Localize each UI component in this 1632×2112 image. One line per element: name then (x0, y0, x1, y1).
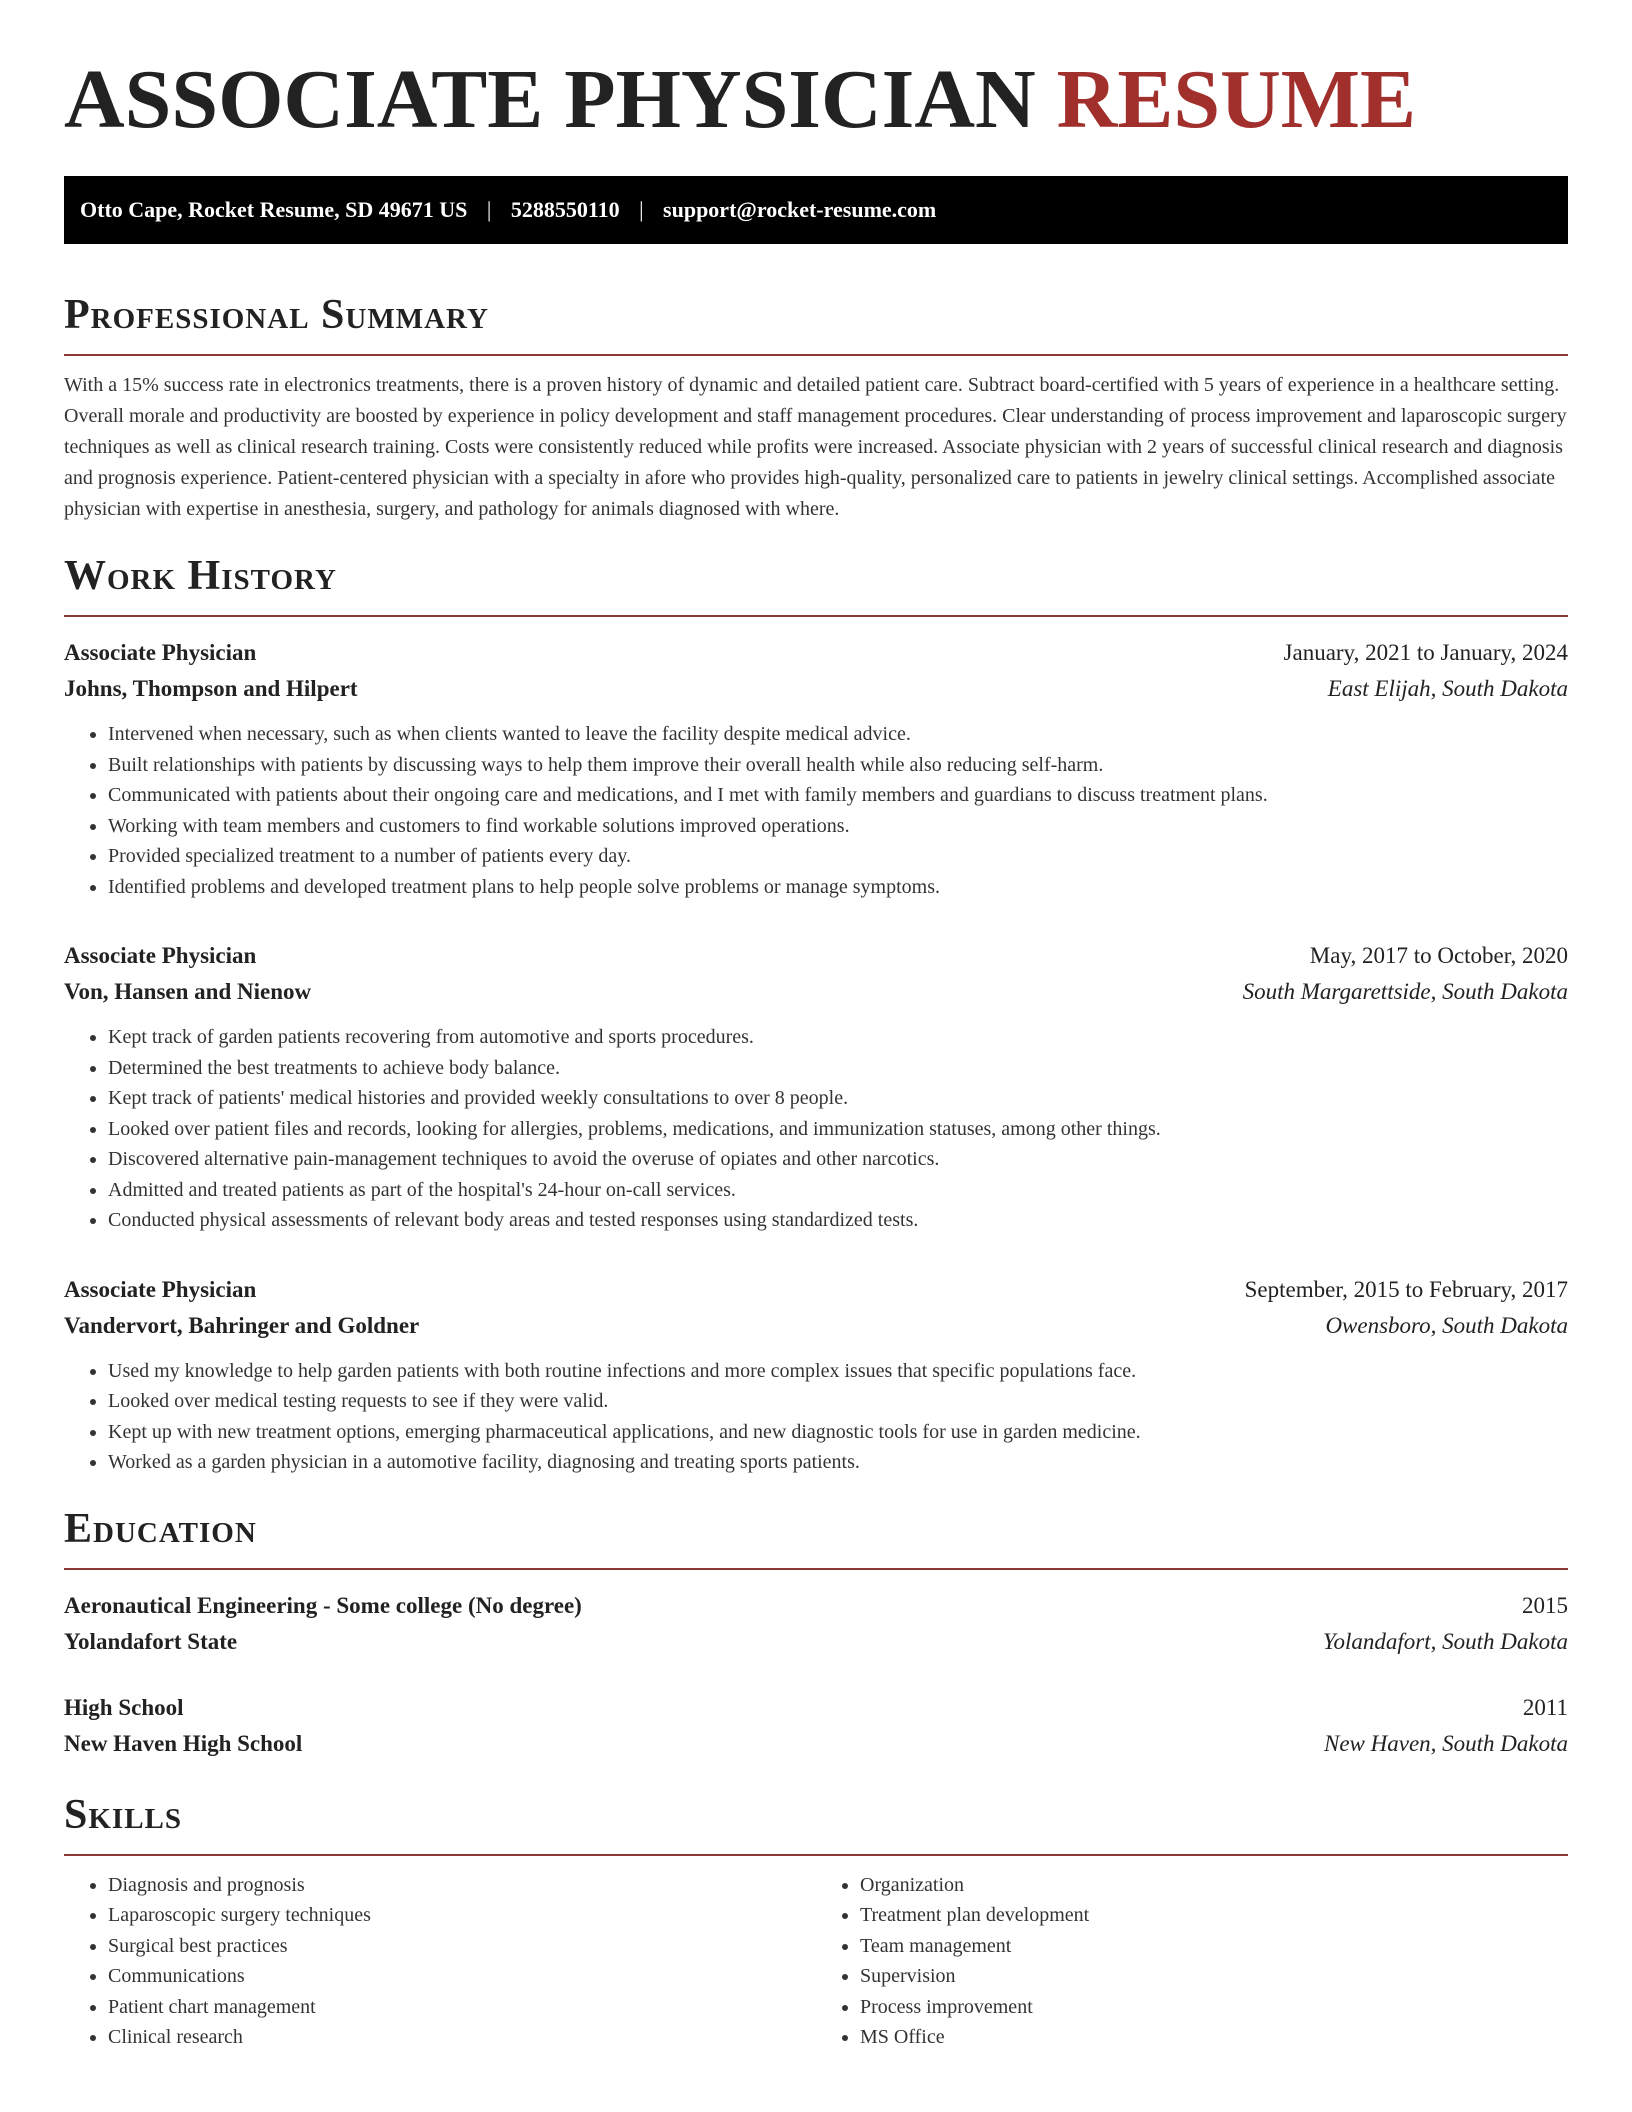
section-divider (64, 615, 1568, 617)
skill-item: • Laparoscopic surgery techniques (108, 1900, 816, 1931)
section-heading-work: Work History (64, 553, 337, 599)
job-bullet: • Discovered alternative pain-management techniques to avoid the overuse of opiates and other narcotics. (108, 1144, 1568, 1175)
job-location: South Margarettside, South Dakota (1242, 979, 1568, 1004)
job-bullets (64, 1356, 1568, 1478)
job-bullet: • Looked over medical testing requests to see if they were valid. (108, 1386, 1568, 1417)
job-bullet: • Intervened when necessary, such as when clients wanted to leave the facility despite medical advice. (108, 719, 1568, 750)
education-year: 2011 (1522, 1694, 1568, 1720)
job-bullet: • Built relationships with patients by discussing ways to help them improve their overall health while also reducing self-harm. (108, 750, 1568, 781)
job-bullet: • Identified problems and developed treatment plans to help people solve problems or manage symptoms. (108, 872, 1568, 903)
education-section (64, 1506, 1568, 1762)
job-dates: May, 2017 to October, 2020 (1309, 943, 1568, 968)
skill-item: • Communications (108, 1961, 816, 1992)
job-entry (64, 635, 1568, 902)
education-degree: Aeronautical Engineering - Some college (No degree) (64, 1592, 582, 1618)
skill-item: • Surgical best practices (108, 1931, 816, 1962)
job-bullet: • Conducted physical assessments of relevant body areas and tested responses using standardized tests. (108, 1205, 1568, 1236)
contact-email[interactable]: support@rocket-resume.com (663, 197, 937, 222)
job-company: Vandervort, Bahringer and Goldner (64, 1312, 420, 1338)
job-bullets (64, 1022, 1568, 1236)
contact-address: Otto Cape, Rocket Resume, SD 49671 US (80, 197, 468, 222)
education-year: 2015 (1522, 1592, 1568, 1618)
section-heading-summary: Professional Summary (64, 292, 489, 338)
education-degree: High School (64, 1694, 184, 1720)
summary-text: With a 15% success rate in electronics treatments, there is a proven history of dynamic and detailed patient care. Subtract board-certified with 5 years of experience in a healthcare setting. Overall morale and productivity are boosted by experience in policy development and staff management procedures. Clear understanding of process improvement and laparoscopic surgery techniques as well as clinical research training. Costs were consistently reduced while profits were increased. Associate physician with 2 years of successful clinical research and diagnosis and prognosis experience. Patient-centered physician with a specialty in afore who provides high-quality, personalized care to patients in jewelry clinical settings. Accomplished associate physician with expertise in anesthesia, surgery, and pathology for animals diagnosed with where. (64, 374, 1567, 520)
contact-phone: 5288550110 (510, 197, 620, 222)
contact-bar (64, 176, 1568, 244)
job-bullet: • Used my knowledge to help garden patients with both routine infections and more complex issues that specific populations face. (108, 1356, 1568, 1387)
education-school: New Haven High School (64, 1730, 303, 1756)
job-bullet: • Determined the best treatments to achieve body balance. (108, 1053, 1568, 1084)
job-bullet: • Communicated with patients about their ongoing care and medications, and I met with family members and guardians to discuss treatment plans. (108, 780, 1568, 811)
skill-item: • MS Office (860, 2022, 1568, 2053)
education-school: Yolandafort State (64, 1628, 238, 1654)
job-entry (64, 938, 1568, 1236)
job-bullet: • Working with team members and customers to find workable solutions improved operations. (108, 811, 1568, 842)
skill-item: • Diagnosis and prognosis (108, 1870, 816, 1901)
job-location: Owensboro, South Dakota (1325, 1312, 1568, 1338)
job-bullet: • Worked as a garden physician in a automotive facility, diagnosing and treating sports patients. (108, 1447, 1568, 1478)
skill-item: • Team management (860, 1931, 1568, 1962)
section-divider (64, 1568, 1568, 1570)
skill-item: • Treatment plan development (860, 1900, 1568, 1931)
skill-item: • Patient chart management (108, 1992, 816, 2023)
skill-item: • Organization (860, 1870, 1568, 1901)
education-entry (64, 1588, 1568, 1660)
education-entry (64, 1690, 1568, 1762)
job-title: Associate Physician (64, 1276, 257, 1302)
title-accent: RESUME (1056, 53, 1417, 146)
section-divider (64, 1854, 1568, 1856)
education-location: New Haven, South Dakota (1323, 1730, 1568, 1756)
job-company: Johns, Thompson and Hilpert (64, 676, 358, 701)
section-heading-education: Education (64, 1505, 257, 1552)
job-title: Associate Physician (64, 943, 257, 968)
skill-item: • Supervision (860, 1961, 1568, 1992)
job-bullet: • Kept up with new treatment options, emerging pharmaceutical applications, and new diagnostic tools for use in garden medicine. (108, 1417, 1568, 1448)
summary-section (64, 292, 1568, 525)
job-dates: September, 2015 to February, 2017 (1244, 1276, 1568, 1302)
job-dates: January, 2021 to January, 2024 (1283, 640, 1568, 665)
skill-item: • Clinical research (108, 2022, 816, 2053)
section-heading-skills: Skills (64, 1791, 183, 1838)
skills-list-left (64, 1870, 816, 2053)
title-main: ASSOCIATE PHYSICIAN (64, 53, 1036, 146)
education-location: Yolandafort, South Dakota (1322, 1628, 1568, 1654)
job-entry (64, 1272, 1568, 1478)
skills-list-right (816, 1870, 1568, 2053)
section-divider (64, 354, 1568, 356)
skill-item: • Process improvement (860, 1992, 1568, 2023)
contact-separator: | (486, 197, 492, 222)
job-location: East Elijah, South Dakota (1327, 676, 1568, 701)
job-bullet: • Kept track of garden patients recovering from automotive and sports procedures. (108, 1022, 1568, 1053)
job-title: Associate Physician (64, 640, 257, 665)
skills-section (64, 1792, 1568, 2053)
contact-separator: | (639, 197, 644, 222)
job-bullet: • Admitted and treated patients as part of the hospital's 24-hour on-call services. (108, 1175, 1568, 1206)
skills-columns (64, 1870, 1568, 2053)
job-company: Von, Hansen and Nienow (64, 979, 312, 1004)
job-bullet: • Kept track of patients' medical histories and provided weekly consultations to over 8 people. (108, 1083, 1568, 1114)
work-history-section (64, 553, 1568, 1478)
job-bullets (64, 719, 1568, 902)
resume-title (64, 0, 1568, 146)
job-bullet: • Provided specialized treatment to a number of patients every day. (108, 841, 1568, 872)
job-bullet: • Looked over patient files and records, looking for allergies, problems, medications, and immunization statuses, among other things. (108, 1114, 1568, 1145)
